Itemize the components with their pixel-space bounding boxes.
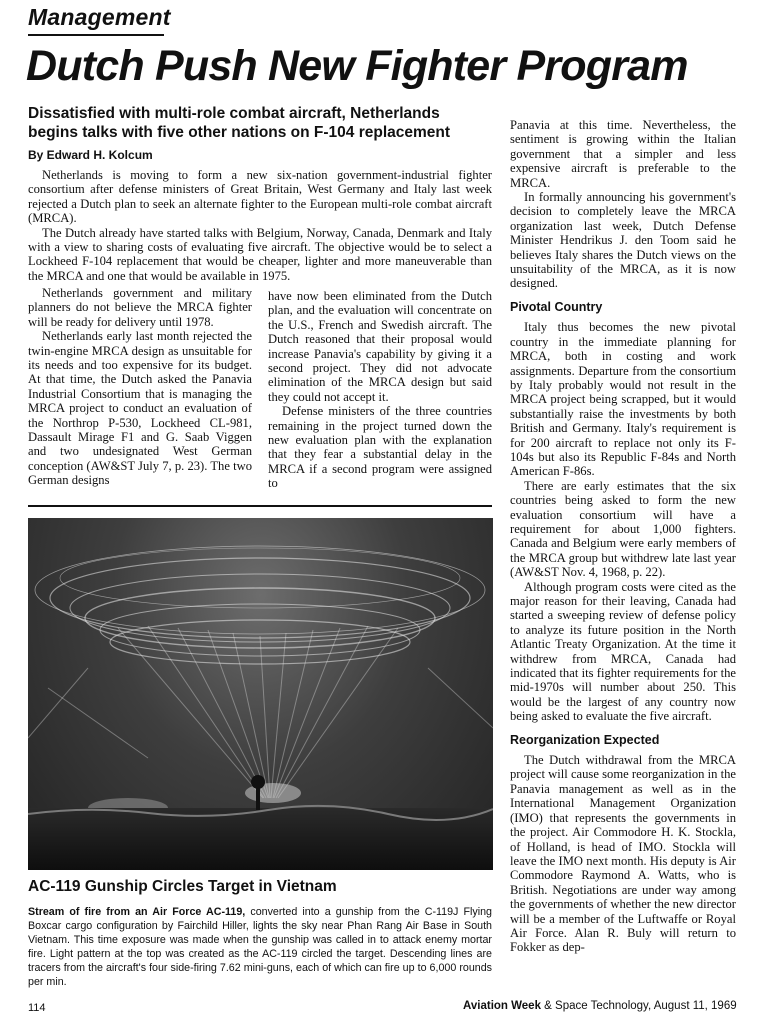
gunship-photo [28, 518, 493, 870]
caption-lead: Stream of fire from an Air Force AC-119, [28, 906, 246, 918]
paragraph: The Dutch already have started talks with Belgium, Norway, Canada, Denmark and Italy with a view to sharing costs of evaluating five aircraft. The objective would be to select a Lockheed F-104 replacement that would be cheaper, lighter and more maneuverable than the MRCA and one that would be available in 1975. [28, 225, 492, 283]
photo-divider [28, 505, 492, 507]
section-label: Management [28, 4, 171, 30]
paragraph: Defense ministers of the three countries remaining in the project turned down the new evaluation plan with the explanation that they fear a substantial delay in the MRCA if a second program were assigned to [268, 404, 492, 491]
paragraph: Panavia at this time. Nevertheless, the sentiment is growing within the Italian government that a simpler and less expensive aircraft is preferable to the MRCA. [510, 118, 736, 190]
column-2 [268, 289, 492, 491]
caption-title: AC-119 Gunship Circles Target in Vietnam [28, 878, 337, 895]
paragraph: Netherlands early last month rejected the twin-engine MRCA design as unsuitable for its needs and too expensive for its budget. At that time, the Dutch asked the Panavia Industrial Consortium that is managing the MRCA project to conduct an evaluation of the Northrop P-530, Lockheed CL-981, Dassault Mirage F1 and G. Saab Viggen and two undesignated West German conception (AW&ST July 7, p. 23). The two German designs [28, 329, 252, 488]
caption-body: converted into a gunship from the C-119J Flying Boxcar cargo configuration by Fairchild Hiller, lights the sky near Phan Rang Air Base in South Vietnam. This time exposure was made when the gunship was called in to attack enemy mortar fire. Light pattern at the top was created as the AC-119 circled the target. Descending lines are tracers from the aircraft's four side-firing 7.62 mini-guns, each of which can fire up to 6,000 rounds per min. [28, 906, 493, 988]
publication-line [463, 1000, 737, 1012]
column-3 [510, 118, 736, 955]
headline: Dutch Push New Fighter Program [26, 42, 688, 90]
tracer-light-pattern [28, 518, 493, 870]
subhead-pivotal-country: Pivotal Country [510, 299, 603, 314]
deck: Dissatisfied with multi-role combat aircraft, Netherlands begins talks with five other nations on F-104 replacement [28, 105, 451, 141]
photo-caption [28, 905, 492, 989]
paragraph: Netherlands government and military planners do not believe the MRCA fighter will be ready for delivery until 1978. [28, 286, 252, 329]
paragraph: have now been eliminated from the Dutch plan, and the evaluation will concentrate on the U.S., French and Swedish aircraft. The Dutch reasoned that their proposal would increase Panavia's capability by giving it a second project. They did not advocate elimination of the MRCA design but said they could not accept it. [268, 289, 492, 404]
paragraph: In formally announcing his government's decision to completely leave the MRCA organization last week, Dutch Defense Minister Hendrikus J. den Toom said he believes Italy shares the Dutch views on the unsuitability of the MRCA, as it is now designed. [510, 190, 736, 291]
section-underline [28, 34, 164, 36]
page-number: 114 [28, 1002, 46, 1014]
publication-date: & Space Technology, August 11, 1969 [540, 1000, 737, 1012]
paragraph: Italy thus becomes the new pivotal country in the immediate planning for MRCA, both in costing and work assignments. Departure from the consortium by Italy probably would not result in the MRCA project being scrapped, but it would substantially raise the investments by both British and Germany. Italy's requirement is for 200 aircraft to replace not only its F-104s but also its Republic F-84s and North American F-86s. [510, 320, 736, 479]
subhead-reorganization: Reorganization Expected [510, 732, 660, 747]
paragraph: There are early estimates that the six countries being asked to form the new evaluation consortium will have a requirement for about 1,000 fighters. Canada and Belgium were early members of the MRCA group but withdrew late last year (AW&ST Nov. 4, 1968, p. 22). [510, 478, 736, 580]
column-1 [28, 286, 252, 488]
paragraph: The Dutch withdrawal from the MRCA project will cause some reorganization in the Panavia management as well as in the International Management Organization (IMO) that represents the governments in the project. Air Commodore H. K. Stockla, of Holland, is head of IMO. Stockla will leave the IMO next month. His deputy is Air Commodore Raymond A. Watts, who is British. Negotiations are under way among the governments of whether the new director will be a member of the Luftwaffe or Royal Air Force. Alan R. Buly will return to Fokker as dep- [510, 753, 736, 955]
paragraph: Although program costs were cited as the major reason for their leaving, Canada had started a sweeping review of defense policy to analyze its future position in the North Atlantic Treaty Organization. At the time it withdrew from MRCA, Canada had indicated that its fighter requirements for the mid-1970s will number about 250. This would be the largest of any country now being asked to evaluate the five aircraft. [510, 579, 736, 724]
paragraph: Netherlands is moving to form a new six-nation government-industrial fighter consortium after defense ministers of Great Britain, West Germany and Italy last week rejected a Dutch plan to seek an alternate fighter to the European multi-role combat aircraft (MRCA). [28, 168, 492, 226]
intro-text [28, 168, 492, 283]
byline: By Edward H. Kolcum [28, 148, 153, 162]
publication-name: Aviation Week [463, 1000, 541, 1012]
